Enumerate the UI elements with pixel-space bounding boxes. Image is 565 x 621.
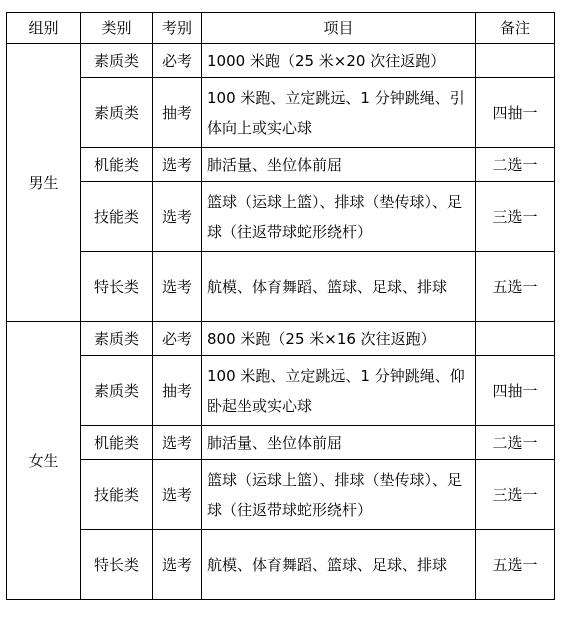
note-cell: 四抽一 <box>476 78 555 148</box>
table-row <box>7 356 555 426</box>
table-row <box>7 148 555 182</box>
category-cell: 特长类 <box>81 252 153 322</box>
note-cell: 四抽一 <box>476 356 555 426</box>
item-cell: 100 米跑、立定跳远、1 分钟跳绳、仰卧起坐或实心球 <box>202 356 476 426</box>
type-cell: 选考 <box>153 182 202 252</box>
exam-items-table <box>6 12 555 600</box>
table-row <box>7 78 555 148</box>
group-cell-male: 男生 <box>7 44 81 322</box>
item-cell: 肺活量、坐位体前屈 <box>202 426 476 460</box>
type-cell: 必考 <box>153 44 202 78</box>
item-cell: 篮球（运球上篮）、排球（垫传球）、足球（往返带球蛇形绕杆） <box>202 182 476 252</box>
item-cell: 肺活量、坐位体前屈 <box>202 148 476 182</box>
header-item: 项目 <box>202 13 476 44</box>
group-cell-female: 女生 <box>7 322 81 600</box>
type-cell: 抽考 <box>153 356 202 426</box>
type-cell: 选考 <box>153 530 202 600</box>
table-header-row <box>7 13 555 44</box>
category-cell: 机能类 <box>81 148 153 182</box>
table-row <box>7 44 555 78</box>
header-type: 考别 <box>153 13 202 44</box>
type-cell: 选考 <box>153 460 202 530</box>
category-cell: 素质类 <box>81 356 153 426</box>
type-cell: 选考 <box>153 148 202 182</box>
table-row <box>7 252 555 322</box>
note-cell <box>476 44 555 78</box>
note-cell: 五选一 <box>476 530 555 600</box>
item-cell: 航模、体育舞蹈、篮球、足球、排球 <box>202 530 476 600</box>
type-cell: 选考 <box>153 426 202 460</box>
category-cell: 技能类 <box>81 460 153 530</box>
table-row <box>7 182 555 252</box>
table-row <box>7 426 555 460</box>
table-row <box>7 322 555 356</box>
category-cell: 技能类 <box>81 182 153 252</box>
note-cell: 三选一 <box>476 182 555 252</box>
type-cell: 抽考 <box>153 78 202 148</box>
note-cell <box>476 322 555 356</box>
table-row <box>7 460 555 530</box>
table-row <box>7 530 555 600</box>
note-cell: 五选一 <box>476 252 555 322</box>
item-cell: 航模、体育舞蹈、篮球、足球、排球 <box>202 252 476 322</box>
note-cell: 三选一 <box>476 460 555 530</box>
header-category: 类别 <box>81 13 153 44</box>
item-cell: 800 米跑（25 米×16 次往返跑） <box>202 322 476 356</box>
item-cell: 100 米跑、立定跳远、1 分钟跳绳、引体向上或实心球 <box>202 78 476 148</box>
header-note: 备注 <box>476 13 555 44</box>
item-cell: 篮球（运球上篮）、排球（垫传球）、足球（往返带球蛇形绕杆） <box>202 460 476 530</box>
category-cell: 机能类 <box>81 426 153 460</box>
item-cell: 1000 米跑（25 米×20 次往返跑） <box>202 44 476 78</box>
type-cell: 必考 <box>153 322 202 356</box>
category-cell: 特长类 <box>81 530 153 600</box>
category-cell: 素质类 <box>81 322 153 356</box>
header-group: 组别 <box>7 13 81 44</box>
exam-table-container <box>6 12 555 600</box>
note-cell: 二选一 <box>476 426 555 460</box>
category-cell: 素质类 <box>81 44 153 78</box>
type-cell: 选考 <box>153 252 202 322</box>
note-cell: 二选一 <box>476 148 555 182</box>
category-cell: 素质类 <box>81 78 153 148</box>
